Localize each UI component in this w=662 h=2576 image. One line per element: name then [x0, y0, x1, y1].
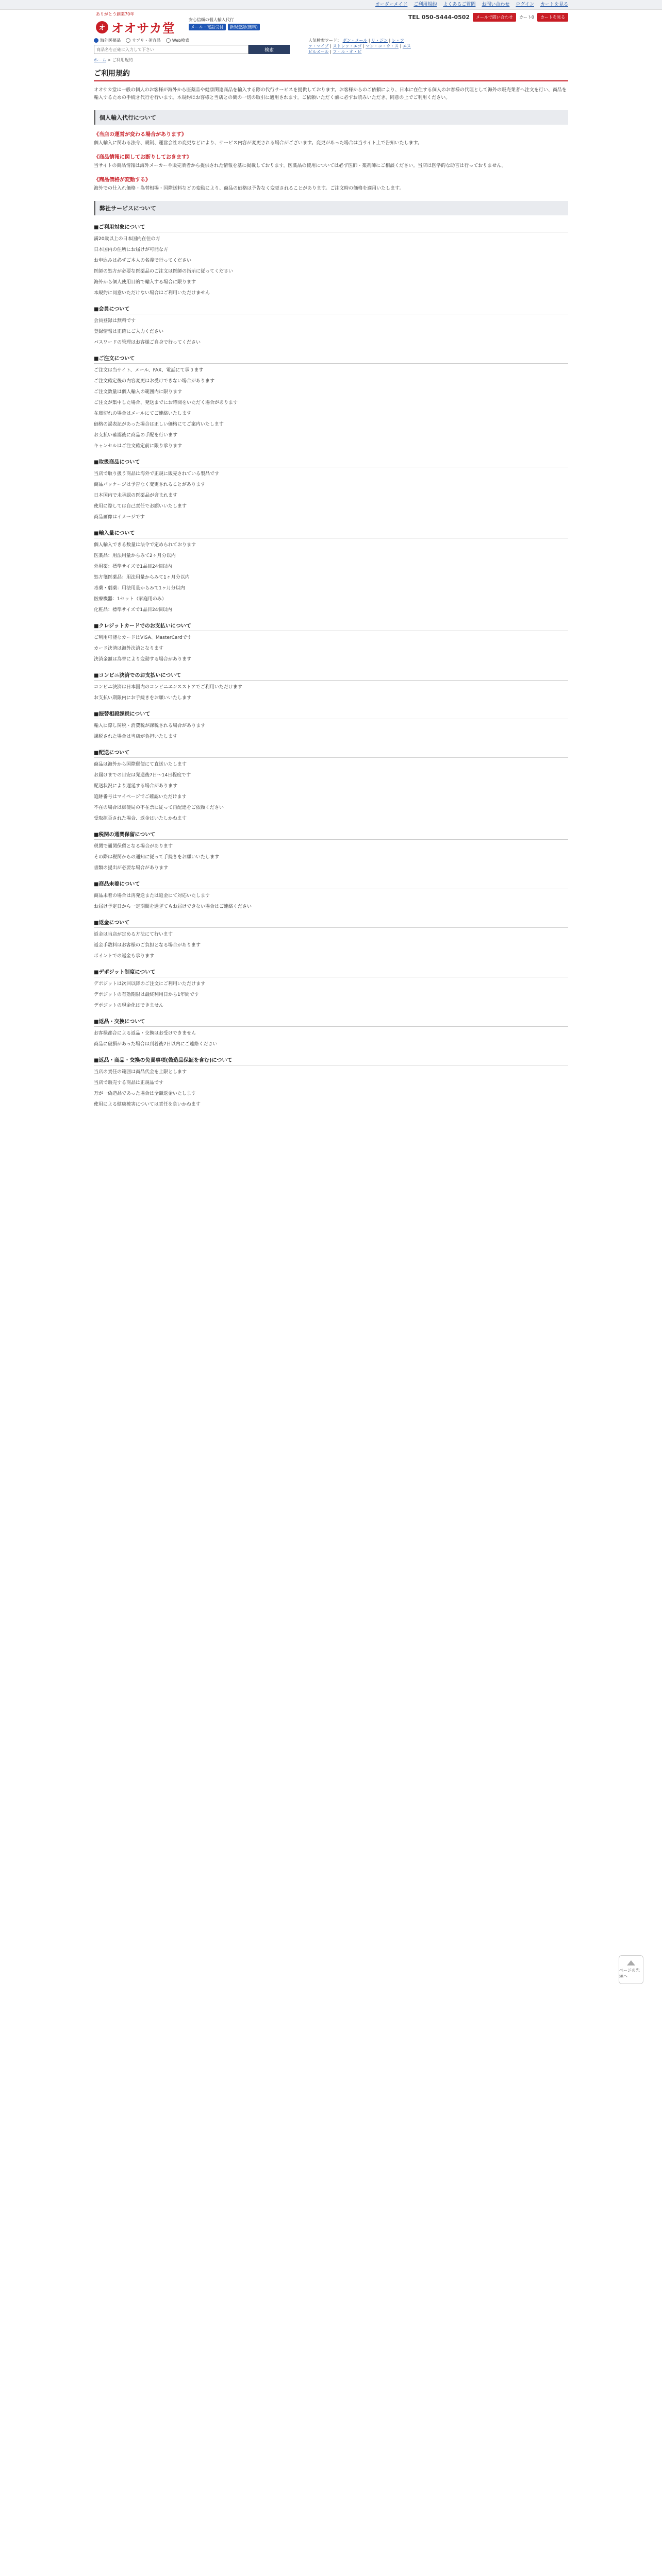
list-item: ポイントでの返金も承ります [94, 954, 155, 959]
list-item: 使用による健康被害については責任を負いかねます [94, 1102, 201, 1107]
list-item: 化粧品：標準サイズで1品目24個以内 [94, 607, 172, 613]
top-utility-links [94, 0, 568, 9]
radio-selected-icon [94, 38, 98, 43]
search-option-web[interactable] [166, 38, 189, 43]
subsection-list [94, 684, 568, 702]
subsection-title: ■振替相殺課税について [94, 709, 568, 719]
search-option-medicine[interactable] [94, 38, 121, 43]
subsection-title: ■ご注文について [94, 354, 568, 364]
top-link[interactable]: お問い合わせ [482, 2, 510, 7]
list-item: デポジットの現金化はできません [94, 1003, 164, 1008]
search-option-label: サプリ・美容品 [132, 38, 161, 43]
subsection-title: ■取扱商品について [94, 457, 568, 467]
subsection-title: ■クレジットカードでのお支払いについて [94, 621, 568, 631]
search-option-label: 海外医薬品 [100, 38, 121, 43]
list-item: コンビニ決済は日本国内のコンビニエンスストアでご利用いただけます [94, 685, 242, 690]
section-paragraph: 海外での仕入れ価格・為替相場・国際送料などの変動により、商品の価格は予告なく変更されることがあります。ご注文時の価格を適用いたします。 [94, 186, 404, 191]
list-item: 当店で販売する商品は正規品です [94, 1080, 164, 1086]
popular-word[interactable]: ボン・メール [342, 38, 368, 43]
list-item: キャンセルはご注文確定前に限り承ります [94, 444, 183, 449]
section-heading-text: 《当店の運営が変わる場合があります》 [94, 132, 187, 138]
radio-icon [166, 38, 171, 43]
list-item: 個人輸入できる数量は法令で定められております [94, 543, 196, 548]
list-item: 海外から個人使用目的で輸入する場合に限ります [94, 280, 196, 285]
list-item: デポジットは次回以降のご注文にご利用いただけます [94, 981, 206, 987]
header-pill-register[interactable]: 新規登録(無料) [228, 24, 260, 30]
list-item: お客様都合による返品・交換はお受けできません [94, 1031, 196, 1036]
top-link[interactable]: ログイン [516, 2, 534, 7]
list-item: 書類の提出が必要な場合があります [94, 866, 169, 871]
subsection-title: ■会員について [94, 304, 568, 314]
breadcrumb-home[interactable]: ホーム [94, 58, 106, 62]
subsection-title: ■返品・交換について [94, 1017, 568, 1027]
breadcrumb-current: ご利用規約 [112, 58, 133, 62]
list-item: ご注文が集中した場合、発送までにお時間をいただく場合があります [94, 400, 238, 405]
logo-text: オオサカ堂 [111, 21, 175, 36]
subsection-list [94, 634, 568, 664]
mail-contact-button[interactable]: メールで問い合わせ [473, 13, 516, 22]
list-item: 登録情報は正確にご入力ください [94, 329, 164, 334]
list-item: 受取拒否された場合、返金はいたしかねます [94, 816, 187, 821]
list-item: 追跡番号はマイページでご確認いただけます [94, 794, 187, 800]
section-title: 弊社サービスについて [94, 201, 568, 215]
subsection-list [94, 1069, 568, 1109]
phone-number: TEL 050-5444-0502 [408, 14, 470, 21]
search-area [94, 38, 290, 54]
list-item: ご注文は当サイト、メール、FAX、電話にて承ります [94, 368, 204, 373]
subsection-list [94, 235, 568, 297]
list-item: 税関で通関保留となる場合があります [94, 844, 173, 849]
list-item: その際は税関からの通知に従って手続きをお願いいたします [94, 855, 220, 860]
popular-search-words: 人気検索ワード： ボン・メール | リ・ジン | レ・ファ・マイプ | ストレッ・エゴ | マン・コ・ウ・ス | エスピルメール | フ・ル・オ・ビ [308, 38, 411, 54]
subsection-list [94, 843, 568, 872]
logo-tagline: ありがとう創業70年 [96, 12, 135, 16]
list-item: 商品パッケージは予告なく変更されることがあります [94, 482, 205, 487]
popular-word[interactable]: リ・ジン [371, 38, 388, 43]
header-right [408, 13, 568, 22]
list-item: 日本国内の住所にお届けが可能な方 [94, 247, 169, 252]
list-item: 医師の処方が必要な医薬品のご注文は医師の指示に従ってください [94, 269, 234, 274]
list-item: 商品は海外から国際郵便にて直送いたします [94, 762, 187, 767]
list-item: カード決済は海外決済となります [94, 646, 164, 651]
list-item: 返金は当店が定める方法にて行います [94, 932, 173, 937]
subsection-title: ■コンビニ決済でのお支払いについて [94, 671, 568, 681]
popular-word[interactable]: マン・コ・ウ・ス [366, 43, 399, 48]
list-item: 輸入に際し関税・消費税が課税される場合があります [94, 723, 206, 728]
page-title: ご利用規約 [94, 68, 568, 81]
section-heading [94, 152, 568, 160]
search-type-options [94, 38, 290, 43]
list-item: お支払い期限内にお手続きをお願いいたします [94, 696, 192, 701]
subsection-title: ■配送について [94, 748, 568, 758]
subsection-title: ■返金について [94, 918, 568, 928]
subsection-title: ■商品未着について [94, 879, 568, 889]
view-cart-button[interactable]: カートを見る [537, 13, 568, 22]
list-item: お届けまでの目安は発送後7日〜14日程度です [94, 773, 191, 778]
search-option-label: Web検索 [172, 38, 190, 43]
list-item: 万が一偽造品であった場合は全額返金いたします [94, 1091, 196, 1096]
subsection-title: ■輸入量について [94, 529, 568, 538]
list-item: 当店の責任の範囲は商品代金を上限とします [94, 1070, 187, 1075]
header-pill-contact[interactable]: メール・電話受付 [189, 24, 226, 30]
section-body [94, 130, 568, 193]
logo[interactable] [96, 18, 175, 36]
top-link[interactable]: オーダーメイド [375, 2, 408, 7]
section-paragraph: 当サイトの商品情報は海外メーカーや販売業者から提供された情報を基に掲載しております。医薬品の使用については必ず医師・薬剤師にご相談ください。当店は医学的な助言は行っておりません。 [94, 163, 506, 168]
service-subsections [94, 223, 568, 1109]
list-item: 不在の場合は郵便局の不在票に従って再配達をご依頼ください [94, 805, 224, 810]
subsection-title: ■税関の通関保留について [94, 830, 568, 840]
subsection-list [94, 761, 568, 823]
list-item: 配送状況により遅延する場合があります [94, 784, 178, 789]
search-button[interactable]: 検索 [249, 45, 290, 54]
header-info [189, 17, 260, 30]
logo-mark-icon: オ [96, 21, 108, 33]
list-item: 処方箋医薬品：用法用量からみて1ヶ月分以内 [94, 575, 190, 580]
site-subtitle: 安心信頼の個人輸入代行 [188, 18, 234, 22]
subsection-list [94, 931, 568, 960]
search-input[interactable] [94, 45, 249, 54]
top-link[interactable]: カートを見る [540, 2, 568, 7]
arrow-up-icon [627, 1960, 635, 1965]
site-header [94, 10, 568, 38]
list-item: ご注文数量は個人輸入の範囲内に限ります [94, 389, 183, 395]
list-item: パスワードの管理はお客様ご自身で行ってください [94, 340, 201, 345]
list-item: 価格の誤表記があった場合は正しい価格にてご案内いたします [94, 422, 224, 427]
top-link[interactable]: よくあるご質問 [443, 2, 476, 7]
top-link[interactable]: ご利用規約 [413, 2, 437, 7]
cart-count[interactable]: カート0 [519, 15, 534, 20]
list-item: 当店で取り扱う商品は海外で正規に販売されている製品です [94, 471, 220, 477]
section-heading [94, 175, 568, 183]
section-heading-text: 《商品情報に関してお断りしておきます》 [94, 155, 192, 160]
subsection-list [94, 892, 568, 911]
popular-label: 人気検索ワード： [308, 38, 341, 43]
list-item: 商品未着の場合は再発送または返金にて対応いたします [94, 893, 210, 899]
intro-text: オオサカ堂は一般の個人のお客様が海外から医薬品や健康関連商品を輸入する際の代行サービスを提供しております。お客様からのご依頼により、日本に在住する個人のお客様の代理として海外の販売業者へ注文を行い、商品を輸入するための手続き代行を行います。本規約はお客様と当店との間の一切の取引に適用されます。ご依頼いただく前に必ずお読みいただき、同意の上でご利用ください。 [94, 88, 567, 100]
list-item: 商品に破損があった場合は到着後7日以内にご連絡ください [94, 1042, 218, 1047]
list-item: 課税された場合は当店が負担いたします [94, 734, 178, 739]
list-item: 返金手数料はお客様のご負担となる場合があります [94, 943, 201, 948]
list-item: お申込みは必ずご本人の名義で行ってください [94, 258, 192, 263]
popular-word[interactable]: レ・ファ・マイプ [308, 38, 404, 48]
breadcrumb [94, 57, 568, 63]
list-item: 医薬品：用法用量からみて2ヶ月分以内 [94, 553, 176, 558]
search-row [94, 38, 568, 54]
subsection-list [94, 317, 568, 347]
list-item: ご利用可能なカードはVISA、MasterCardです [94, 635, 192, 640]
list-item: 毒薬・劇薬：用法用量からみて1ヶ月分以内 [94, 586, 185, 591]
page-top-label: ページの先頭へ [619, 1968, 640, 1978]
section-heading [94, 130, 568, 138]
popular-word[interactable]: フ・ル・オ・ビ [333, 49, 362, 54]
list-item: 本規約に同意いただけない場合はご利用いただけません [94, 291, 210, 296]
list-item: お支払い確認後に商品の手配を行います [94, 433, 178, 438]
list-item: 外用薬：標準サイズで1品目24個以内 [94, 564, 172, 569]
subsection-list [94, 470, 568, 521]
breadcrumb-separator: > [107, 58, 111, 62]
main-content [94, 68, 568, 1109]
section-paragraph: 個人輸入に関わる法令、規制、運営会社の変更などにより、サービス内容が変更される場合がございます。変更があった場合は当サイト上で告知いたします。 [94, 141, 422, 146]
logo-block[interactable] [96, 11, 175, 36]
subsection-title: ■返品・商品・交換の免責事項(偽造品保証を含む)について [94, 1056, 568, 1065]
section-heading-text: 《商品価格が変動する》 [94, 177, 151, 183]
list-item: 使用に際しては自己責任でお願いいたします [94, 504, 187, 509]
search-box [94, 45, 290, 54]
subsection-title: ■デポジット制度について [94, 968, 568, 977]
subsection-list [94, 1030, 568, 1048]
page-top-button[interactable] [619, 1955, 643, 1984]
top-utility-bar [0, 0, 662, 10]
list-item: お届け予定日から一定期間を過ぎてもお届けできない場合はご連絡ください [94, 904, 252, 909]
list-item: ご注文確定後の内容変更はお受けできない場合があります [94, 379, 215, 384]
popular-word[interactable]: ストレッ・エゴ [333, 43, 362, 48]
search-option-supplement[interactable] [126, 38, 161, 43]
subsection-list [94, 980, 568, 1010]
subsection-list [94, 722, 568, 741]
subsection-title: ■ご利用対象について [94, 223, 568, 232]
subsection-list [94, 541, 568, 614]
radio-icon [126, 38, 130, 43]
list-item: 満20歳以上の日本国内在住の方 [94, 236, 160, 242]
section-title: 個人輸入代行について [94, 110, 568, 125]
list-item: 商品画像はイメージです [94, 515, 145, 520]
list-item: 会員登録は無料です [94, 318, 136, 324]
list-item: 在庫切れの場合はメールにてご連絡いたします [94, 411, 191, 416]
popular-word[interactable]: エスピルメール [308, 43, 411, 54]
subsection-list [94, 367, 568, 450]
list-item: 医療機器：1セット（家庭用のみ） [94, 597, 167, 602]
list-item: 決済金額は為替により変動する場合があります [94, 657, 192, 662]
list-item: デポジットの有効期限は最終利用日から1年間です [94, 992, 199, 997]
list-item: 日本国内で未承認の医薬品が含まれます [94, 493, 178, 498]
